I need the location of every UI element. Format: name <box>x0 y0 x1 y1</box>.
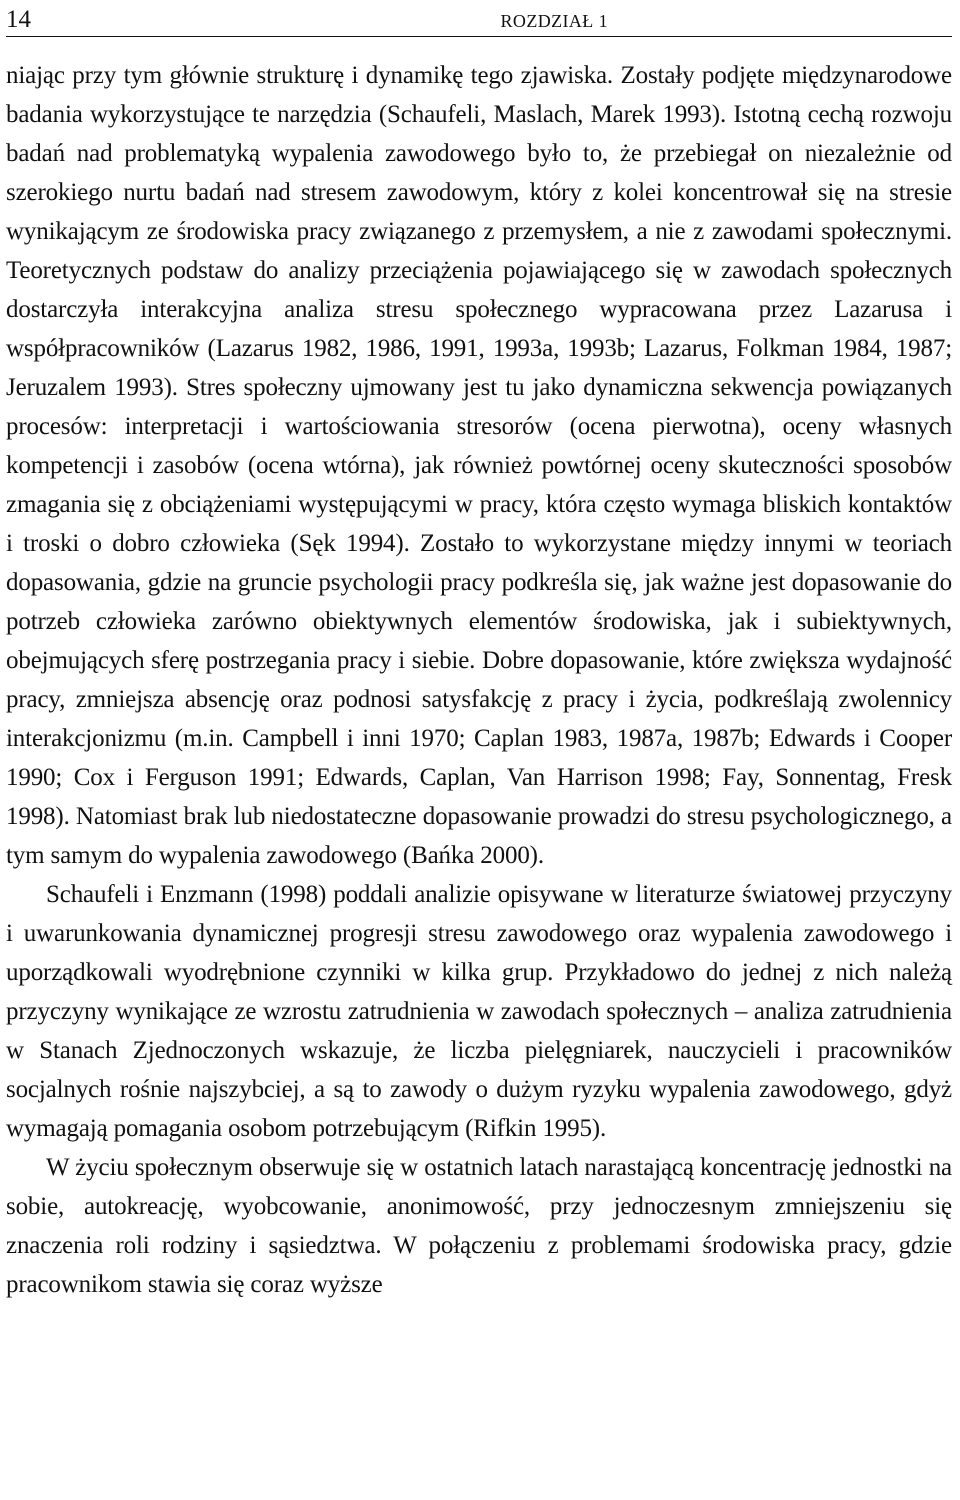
running-header <box>6 0 952 37</box>
body-text <box>6 56 952 1304</box>
paragraph-1: niając przy tym głównie strukturę i dynamikę tego zjawiska. Zostały podjęte międzynarodowe badania wykorzystujące te narzędzia (Schaufeli, Maslach, Marek 1993). Istotną cechą rozwoju badań nad problematyką wypalenia zawodowego było to, że przebiegał on niezależnie od szerokiego nurtu badań nad stresem zawodowym, który z kolei koncentrował się na stresie wynikającym ze środowiska pracy związanego z przemysłem, a nie z zawodami społecznymi. Teoretycznych podstaw do analizy przeciążenia pojawiającego się w zawodach społecznych dostarczyła interakcyjna analiza stresu społecznego wypracowana przez Lazarusa i współpracowników (Lazarus 1982, 1986, 1991, 1993a, 1993b; Lazarus, Folkman 1984, 1987; Jeruzalem 1993). Stres społeczny ujmowany jest tu jako dynamiczna sekwencja powiązanych procesów: interpretacji i wartościowania stresorów (ocena pierwotna), oceny własnych kompetencji i zasobów (ocena wtórna), jak również powtórnej oceny skuteczności sposobów zmagania się z obciążeniami występującymi w pracy, która często wymaga bliskich kontaktów i troski o dobro człowieka (Sęk 1994). Zostało to wykorzystane między innymi w teoriach dopasowania, gdzie na gruncie psychologii pracy podkreśla się, jak ważne jest dopasowanie do potrzeb człowieka zarówno obiektywnych elementów środowiska, jak i subiektywnych, obejmujących sferę postrzegania pracy i siebie. Dobre dopasowanie, które zwiększa wydajność pracy, zmniejsza absencję oraz podnosi satysfakcję z pracy i życia, podkreślają zwolennicy interakcjonizmu (m.in. Campbell i inni 1970; Caplan 1983, 1987a, 1987b; Edwards i Cooper 1990; Cox i Ferguson 1991; Edwards, Caplan, Van Harrison 1998; Fay, Sonnentag, Fresk 1998). Natomiast brak lub niedostateczne dopasowanie prowadzi do stresu psychologicznego, a tym samym do wypalenia zawodowego (Bańka 2000). <box>6 62 952 869</box>
paragraph-2: Schaufeli i Enzmann (1998) poddali analizie opisywane w literaturze światowej przyczyny i uwarunkowania dynamicznej progresji stresu zawodowego oraz wypalenia zawodowego i uporządkowali wyodrębnione czynniki w kilka grup. Przykładowo do jednej z nich należą przyczyny wynikające ze wzrostu zatrudnienia w zawodach społecznych – analiza zatrudnienia w Stanach Zjednoczonych wskazuje, że liczba pielęgniarek, nauczycieli i pracowników socjalnych rośnie najszybciej, a są to zawody o dużym ryzyku wypalenia zawodowego, gdyż wymagają pomagania osobom potrzebującym (Rifkin 1995). <box>6 881 952 1142</box>
page-number: 14 <box>6 6 31 33</box>
chapter-label: ROZDZIAŁ 1 <box>500 11 608 31</box>
paragraph-3: W życiu społecznym obserwuje się w ostatnich latach narastającą koncentrację jednostki na sobie, autokreację, wyobcowanie, anonimowość, przy jednoczesnym zmniejszeniu się znaczenia roli rodziny i sąsiedztwa. W połączeniu z problemami środowiska pracy, gdzie pracownikom stawia się coraz wyższe <box>6 1154 952 1298</box>
